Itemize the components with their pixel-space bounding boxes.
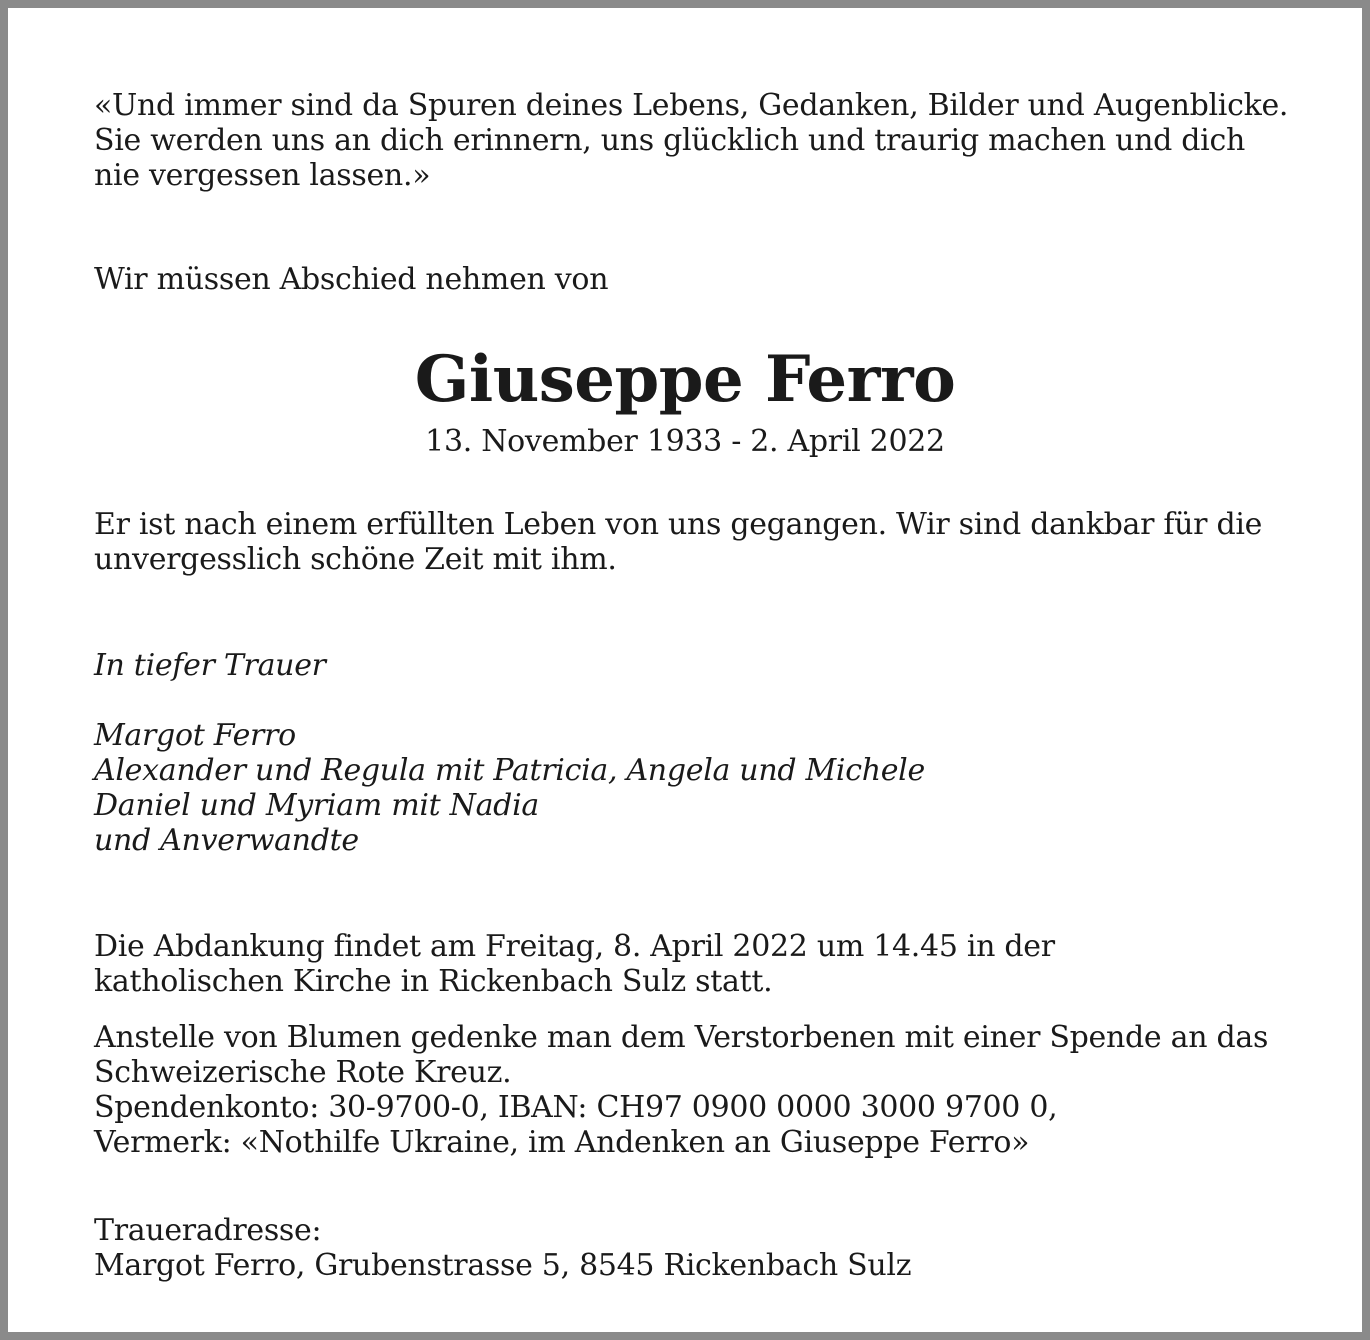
mourner-line: und Anverwandte bbox=[94, 823, 359, 858]
deceased-name: Giuseppe Ferro bbox=[414, 342, 956, 417]
mourners-list bbox=[94, 718, 925, 858]
mourner-line: Margot Ferro bbox=[94, 718, 296, 753]
address-label: Traueradresse: bbox=[94, 1213, 322, 1248]
mourner-line: Daniel und Myriam mit Nadia bbox=[94, 788, 539, 823]
mourner-line: Alexander und Regula mit Patricia, Angela und Michele bbox=[94, 753, 925, 788]
donation-line: Schweizerische Rote Kreuz. bbox=[94, 1055, 512, 1090]
quote-line: nie vergessen lassen.» bbox=[94, 158, 431, 193]
life-dates: 13. November 1933 - 2. April 2022 bbox=[425, 424, 945, 459]
service-info bbox=[94, 929, 1055, 999]
memorial-quote bbox=[94, 88, 1288, 193]
mourning-heading: In tiefer Trauer bbox=[94, 648, 326, 683]
service-line: katholischen Kirche in Rickenbach Sulz statt. bbox=[94, 964, 773, 999]
quote-line: «Und immer sind da Spuren deines Lebens, Gedanken, Bilder und Augenblicke. bbox=[94, 88, 1289, 123]
service-line: Die Abdankung findet am Freitag, 8. April 2022 um 14.45 in der bbox=[94, 929, 1055, 964]
mourning-address bbox=[94, 1213, 911, 1283]
intro-text: Wir müssen Abschied nehmen von bbox=[94, 262, 609, 297]
donation-line: Vermerk: «Nothilfe Ukraine, im Andenken an Giuseppe Ferro» bbox=[94, 1125, 1030, 1160]
tribute-text bbox=[94, 507, 1262, 577]
donation-info bbox=[94, 1020, 1268, 1160]
donation-line: Spendenkonto: 30-9700-0, IBAN: CH97 0900 0000 3000 9700 0, bbox=[94, 1090, 1058, 1125]
quote-line: Sie werden uns an dich erinnern, uns glücklich und traurig machen und dich bbox=[94, 123, 1245, 158]
donation-line: Anstelle von Blumen gedenke man dem Verstorbenen mit einer Spende an das bbox=[94, 1020, 1269, 1055]
tribute-line: Er ist nach einem erfüllten Leben von uns gegangen. Wir sind dankbar für die bbox=[94, 507, 1263, 542]
address-line: Margot Ferro, Grubenstrasse 5, 8545 Rickenbach Sulz bbox=[94, 1248, 912, 1283]
tribute-line: unvergesslich schöne Zeit mit ihm. bbox=[94, 542, 617, 577]
